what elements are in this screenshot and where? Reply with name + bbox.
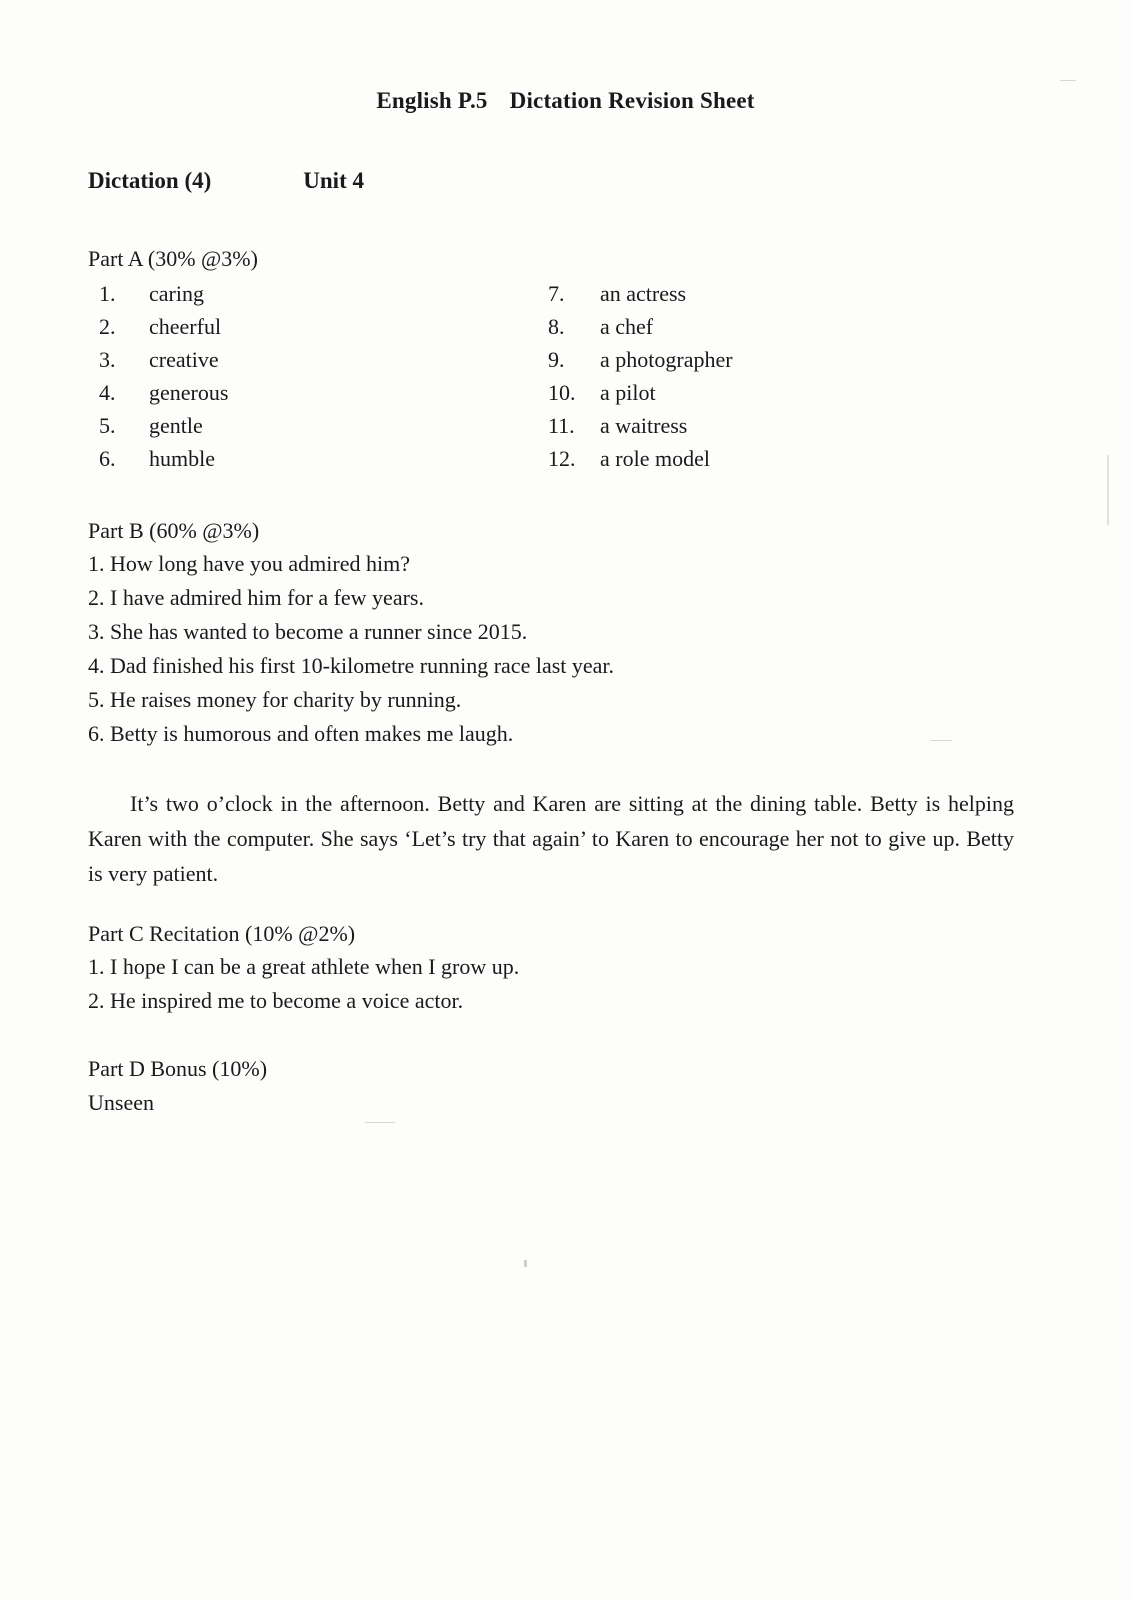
list-item: 2. I have admired him for a few years. (88, 585, 424, 610)
item-number: 6. (99, 446, 116, 471)
item-number: 5. (99, 413, 116, 438)
list-item: 6. Betty is humorous and often makes me laugh. (88, 721, 514, 746)
item-number: 12. (548, 446, 576, 471)
item-word: a photographer (600, 347, 733, 372)
item-word: caring (149, 281, 204, 306)
item-number: 1. (99, 281, 116, 306)
part-c-sentence-list (88, 954, 988, 1022)
list-item (95, 413, 515, 446)
page-title-subject: English P.5 (376, 88, 488, 113)
part-a-heading: Part A (30% @3%) (88, 246, 258, 271)
list-item (95, 314, 515, 347)
list-item (95, 281, 515, 314)
part-a-left-column (95, 281, 515, 479)
scan-artifact-dot (524, 1260, 527, 1267)
dictation-number: Dictation (4) (88, 168, 212, 193)
part-d-heading: Part D Bonus (10%) (88, 1056, 268, 1081)
item-word: generous (149, 380, 229, 405)
list-item (548, 347, 978, 380)
list-item (548, 281, 978, 314)
item-word: cheerful (149, 314, 222, 339)
part-d-body: Unseen (88, 1090, 154, 1115)
item-word: a chef (600, 314, 654, 339)
item-number: 3. (99, 347, 116, 372)
list-item: 2. He inspired me to become a voice actor. (88, 988, 464, 1013)
item-number: 11. (548, 413, 575, 438)
list-item: 1. How long have you admired him? (88, 551, 410, 576)
item-number: 2. (99, 314, 116, 339)
dictation-header (88, 168, 364, 194)
scan-artifact-mark (365, 1122, 395, 1123)
item-word: a pilot (600, 380, 656, 405)
list-item (548, 380, 978, 413)
list-item (548, 314, 978, 347)
item-word: a waitress (600, 413, 688, 438)
item-number: 4. (99, 380, 116, 405)
scan-artifact-mark (930, 740, 952, 741)
item-number: 9. (548, 347, 565, 372)
list-item: 4. Dad finished his first 10-kilometre running race last year. (88, 653, 615, 678)
page-title-type: Dictation Revision Sheet (509, 88, 755, 113)
list-item: 5. He raises money for charity by running. (88, 687, 462, 712)
item-number: 8. (548, 314, 565, 339)
part-b-sentence-list (88, 551, 1018, 755)
part-c-heading: Part C Recitation (10% @2%) (88, 921, 356, 946)
item-word: creative (149, 347, 219, 372)
scan-artifact-line (1107, 455, 1109, 525)
list-item (95, 446, 515, 479)
list-item (548, 413, 978, 446)
item-word: gentle (149, 413, 203, 438)
scan-artifact-mark (1060, 80, 1076, 81)
list-item (548, 446, 978, 479)
list-item (95, 380, 515, 413)
list-item: 3. She has wanted to become a runner since 2015. (88, 619, 528, 644)
item-number: 7. (548, 281, 565, 306)
part-b-heading: Part B (60% @3%) (88, 518, 260, 543)
list-item (95, 347, 515, 380)
list-item: 1. I hope I can be a great athlete when I grow up. (88, 954, 520, 979)
item-word: a role model (600, 446, 710, 471)
unit-number: Unit 4 (303, 168, 364, 193)
part-a-right-column (548, 281, 978, 479)
item-word: an actress (600, 281, 687, 306)
part-b-passage: It’s two o’clock in the afternoon. Betty and Karen are sitting at the dining table. Betty is helping Karen with the computer. She says ‘Let’s try that again’ to Karen to encourage her not to give up. Betty is very patient. (88, 791, 1014, 886)
item-number: 10. (548, 380, 576, 405)
page-title (0, 88, 1131, 114)
item-word: humble (149, 446, 215, 471)
